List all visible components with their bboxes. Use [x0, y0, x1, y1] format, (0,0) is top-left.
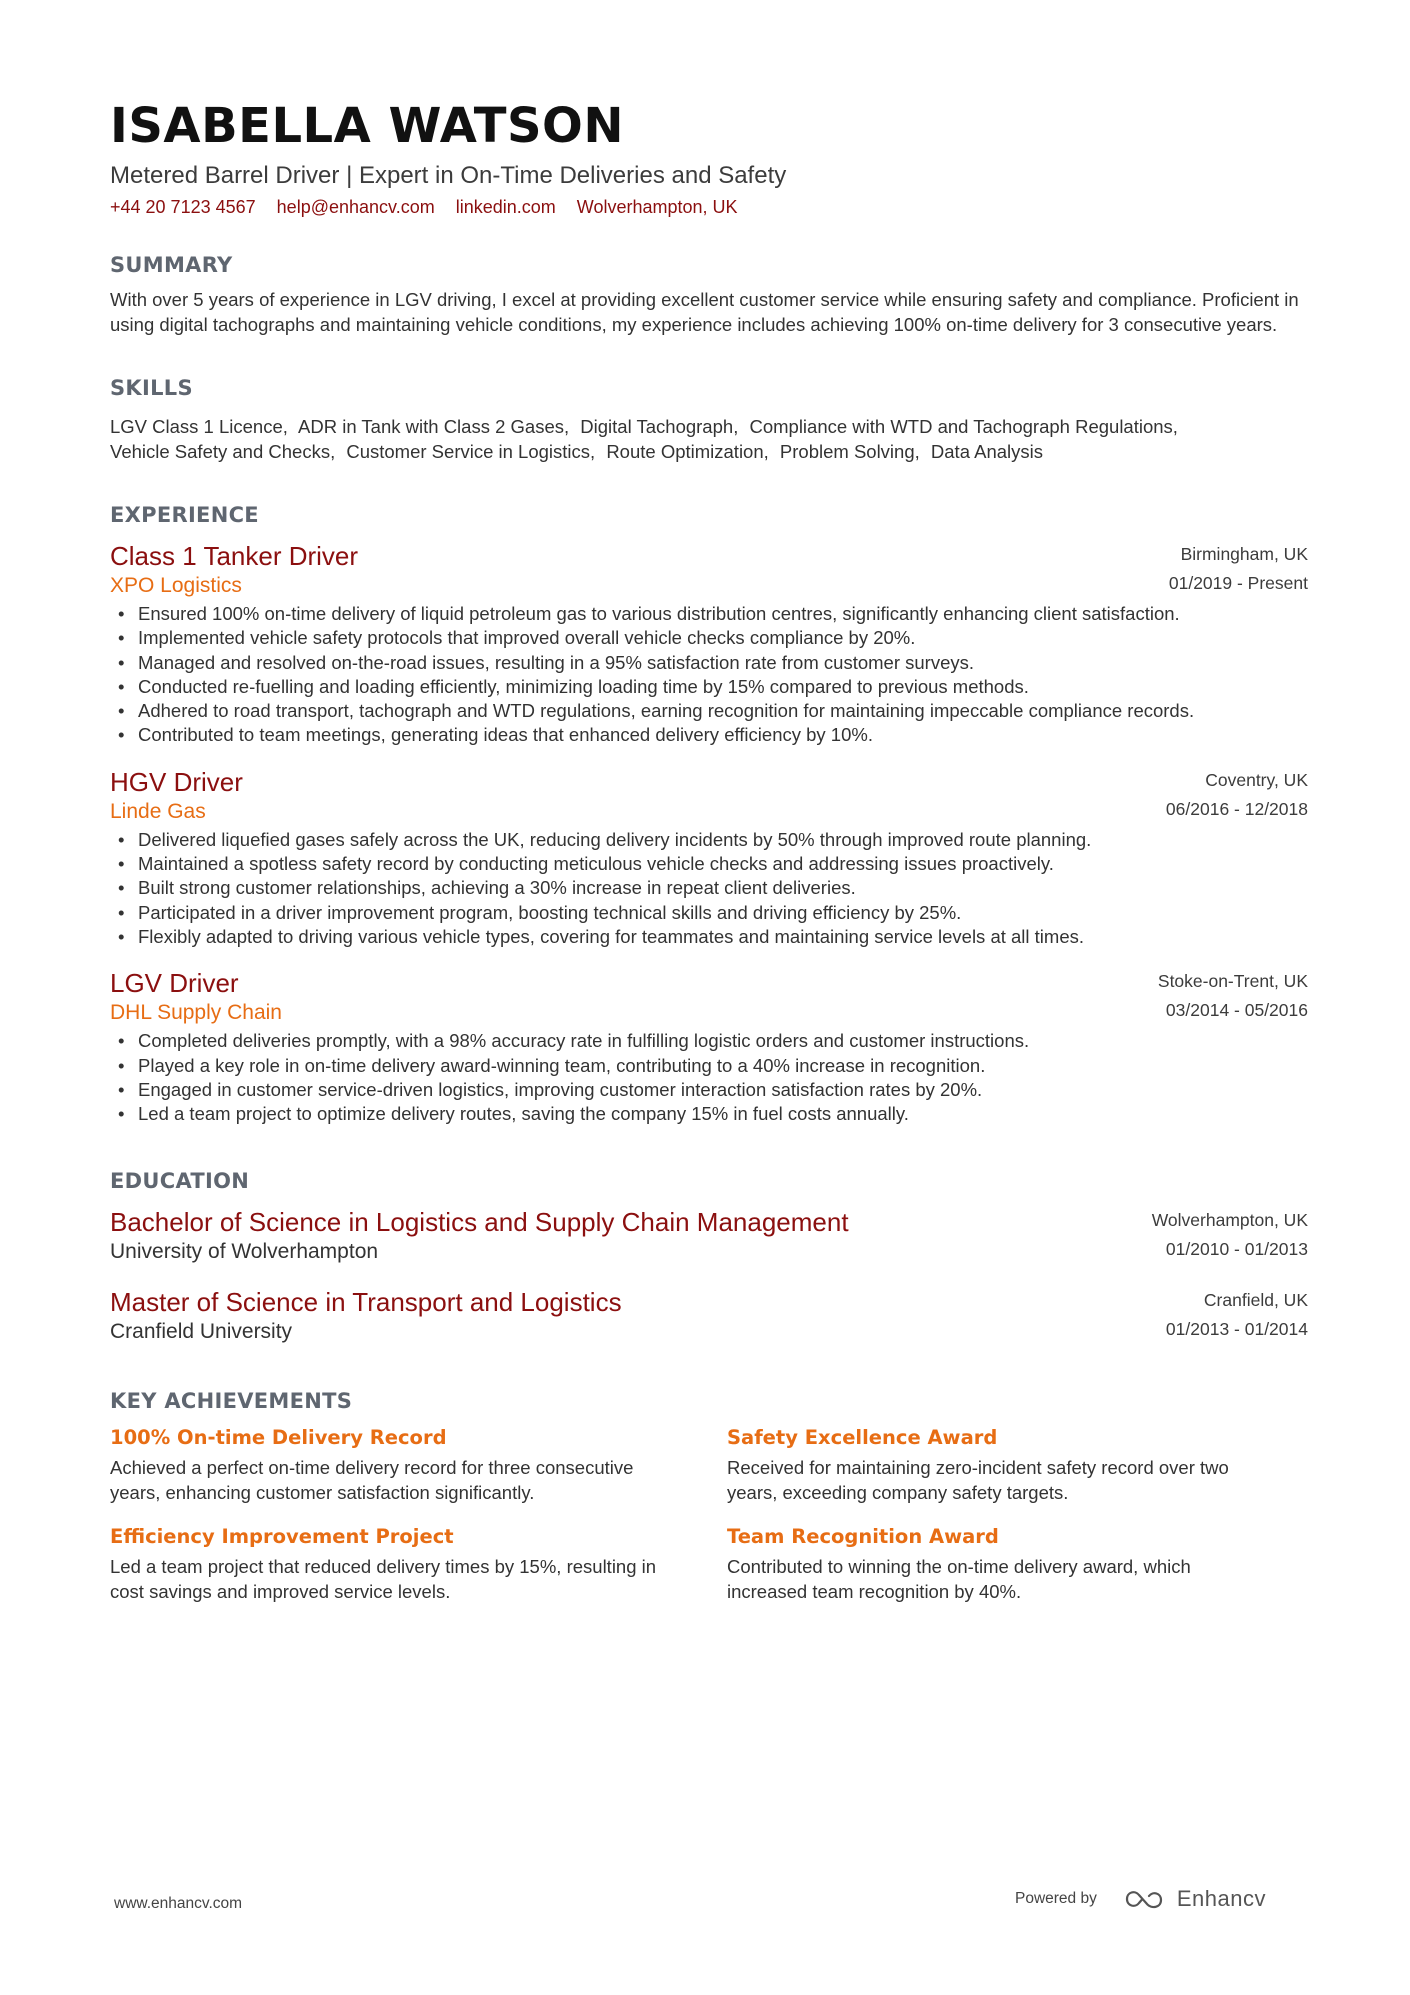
summary-section	[110, 250, 1308, 337]
footer-website[interactable]: www.enhancv.com	[114, 1895, 243, 1912]
achievement-title: 100% On-time Delivery Record	[110, 1426, 447, 1450]
bullet-item: • Delivered liquefied gases safely across the UK, reducing delivery incidents by 50% through improved route planning.	[110, 828, 1308, 852]
job-company: DHL Supply Chain	[110, 1001, 282, 1025]
enhancv-logo[interactable]	[1123, 1886, 1266, 1912]
summary-text: With over 5 years of experience in LGV driving, I excel at providing excellent customer service while ensuring safety and compliance. Proficient in using digital tachographs and maintaining vehicle conditions, my experience includes achieving 100% on-time delivery for 3 consecutive years.	[110, 289, 1299, 335]
job-bullets	[110, 602, 1308, 748]
achievement-item	[727, 1523, 1308, 1604]
contact-email[interactable]: help@enhancv.com	[276, 197, 435, 217]
education-section	[110, 1166, 1308, 1346]
bullet-item: • Contributed to team meetings, generating ideas that enhanced delivery efficiency by 10%.	[110, 723, 1308, 747]
skill-item: LGV Class 1 Licence	[110, 416, 283, 437]
job-dates: 03/2014 - 05/2016	[1165, 1000, 1308, 1021]
candidate-name: ISABELLA WATSON	[110, 98, 624, 154]
edu-school: University of Wolverhampton	[110, 1240, 379, 1264]
edu-degree: Master of Science in Transport and Logistics	[110, 1287, 622, 1318]
job-location: Birmingham, UK	[1180, 544, 1308, 564]
education-entry	[110, 1286, 1308, 1346]
experience-section	[110, 500, 1308, 1126]
brand-name: Enhancv	[1176, 1886, 1266, 1911]
job-company: XPO Logistics	[110, 574, 242, 597]
edu-location: Wolverhampton, UK	[1151, 1210, 1308, 1231]
job-bullets	[110, 828, 1308, 949]
bullet-item: • Engaged in customer service-driven logistics, improving customer interaction satisfaction rates by 20%.	[110, 1078, 1308, 1102]
section-title: EXPERIENCE	[110, 503, 259, 527]
achievements-grid	[110, 1424, 1308, 1604]
job-location: Stoke-on-Trent, UK	[1157, 971, 1308, 992]
skill-item: Route Optimization	[606, 440, 764, 462]
achievement-item	[110, 1424, 727, 1505]
section-title: SKILLS	[110, 376, 193, 400]
achievement-item	[727, 1424, 1308, 1505]
section-title: EDUCATION	[110, 1169, 250, 1194]
bullet-item: • Led a team project to optimize delivery routes, saving the company 15% in fuel costs annually.	[110, 1102, 1308, 1126]
achievement-title: Efficiency Improvement Project	[110, 1525, 454, 1549]
job-entry	[110, 967, 1308, 1126]
bullet-item: • Completed deliveries promptly, with a 98% accuracy rate in fulfilling logistic orders and customer instructions.	[110, 1029, 1308, 1053]
job-company: Linde Gas	[110, 799, 206, 823]
job-entry	[110, 766, 1308, 949]
education-entry	[110, 1206, 1308, 1266]
job-location: Coventry, UK	[1205, 769, 1308, 790]
section-title: SUMMARY	[110, 253, 233, 277]
bullet-item: • Maintained a spotless safety record by conducting meticulous vehicle checks and addressing issues proactively.	[110, 852, 1308, 876]
skill-item: ADR in Tank with Class 2 Gases	[298, 416, 564, 437]
candidate-headline: Metered Barrel Driver | Expert in On-Time Deliveries and Safety	[110, 162, 787, 189]
section-title: KEY ACHIEVEMENTS	[110, 1389, 353, 1414]
bullet-item: • Implemented vehicle safety protocols that improved overall vehicle checks compliance by 20%.	[110, 626, 1308, 650]
achievement-desc: Led a team project that reduced delivery times by 15%, resulting in cost savings and improved service levels.	[110, 1556, 657, 1602]
skills-list: LGV Class 1 Licence, ADR in Tank with Class 2 Gases, Digital Tachograph, Compliance with WTD and Tachograph Regulations, Vehicle Safety and Checks, Customer Service in Logistics, Route Optimization, Problem Solving, Data Analysis	[110, 416, 1178, 462]
bullet-item: • Managed and resolved on-the-road issues, resulting in a 95% satisfaction rate from customer surveys.	[110, 651, 1308, 675]
job-entry	[110, 540, 1308, 748]
achievement-item	[110, 1523, 727, 1604]
job-bullets	[110, 1029, 1308, 1126]
resume-header	[110, 96, 1308, 220]
bullet-item: • Participated in a driver improvement program, boosting technical skills and driving efficiency by 25%.	[110, 901, 1308, 925]
enhancv-logo-icon	[1123, 1886, 1169, 1912]
achievement-title: Team Recognition Award	[727, 1525, 999, 1549]
achievement-title: Safety Excellence Award	[727, 1426, 998, 1450]
job-title: LGV Driver	[110, 968, 239, 999]
resume-page	[110, 96, 1308, 1604]
edu-dates: 01/2013 - 01/2014	[1165, 1319, 1308, 1340]
achievement-desc: Achieved a perfect on-time delivery record for three consecutive years, enhancing customer satisfaction significantly.	[110, 1457, 634, 1503]
skill-item: Data Analysis	[930, 440, 1043, 462]
bullet-item: • Conducted re-fuelling and loading efficiently, minimizing loading time by 15% compared to previous methods.	[110, 675, 1308, 699]
contact-line	[110, 194, 1308, 220]
powered-by-label: Powered by	[1015, 1890, 1097, 1907]
skill-item: Digital Tachograph	[580, 416, 734, 437]
edu-degree: Bachelor of Science in Logistics and Supply Chain Management	[110, 1207, 849, 1238]
edu-location: Cranfield, UK	[1203, 1290, 1308, 1311]
skill-item: Compliance with WTD and Tachograph Regulations	[749, 416, 1173, 437]
bullet-item: • Built strong customer relationships, achieving a 30% increase in repeat client deliveries.	[110, 876, 1308, 900]
contact-linkedin[interactable]: linkedin.com	[455, 197, 556, 217]
skills-section	[110, 373, 1308, 464]
contact-phone[interactable]: +44 20 7123 4567	[110, 197, 256, 217]
job-title: Class 1 Tanker Driver	[110, 541, 359, 571]
achievement-desc: Received for maintaining zero-incident safety record over two years, exceeding company safety targets.	[727, 1457, 1229, 1503]
job-dates: 01/2019 - Present	[1168, 573, 1308, 593]
footer-branding	[1015, 1886, 1266, 1912]
skill-item: Vehicle Safety and Checks	[110, 440, 331, 462]
bullet-item: • Adhered to road transport, tachograph and WTD regulations, earning recognition for maintaining impeccable compliance records.	[110, 699, 1308, 723]
bullet-item: • Played a key role in on-time delivery award-winning team, contributing to a 40% increase in recognition.	[110, 1054, 1308, 1078]
bullet-item: • Flexibly adapted to driving various vehicle types, covering for teammates and maintaining service levels at all times.	[110, 925, 1308, 949]
bullet-item: • Ensured 100% on-time delivery of liquid petroleum gas to various distribution centres, significantly enhancing client satisfaction.	[110, 602, 1308, 626]
edu-school: Cranfield University	[110, 1320, 293, 1344]
job-dates: 06/2016 - 12/2018	[1165, 798, 1308, 819]
edu-dates: 01/2010 - 01/2013	[1165, 1239, 1308, 1260]
job-title: HGV Driver	[110, 766, 243, 797]
achievement-desc: Contributed to winning the on-time delivery award, which increased team recognition by 40%.	[727, 1556, 1191, 1602]
contact-location: Wolverhampton, UK	[576, 197, 738, 217]
skill-item: Problem Solving	[779, 440, 915, 462]
achievements-section	[110, 1386, 1308, 1604]
skill-item: Customer Service in Logistics	[346, 440, 591, 462]
